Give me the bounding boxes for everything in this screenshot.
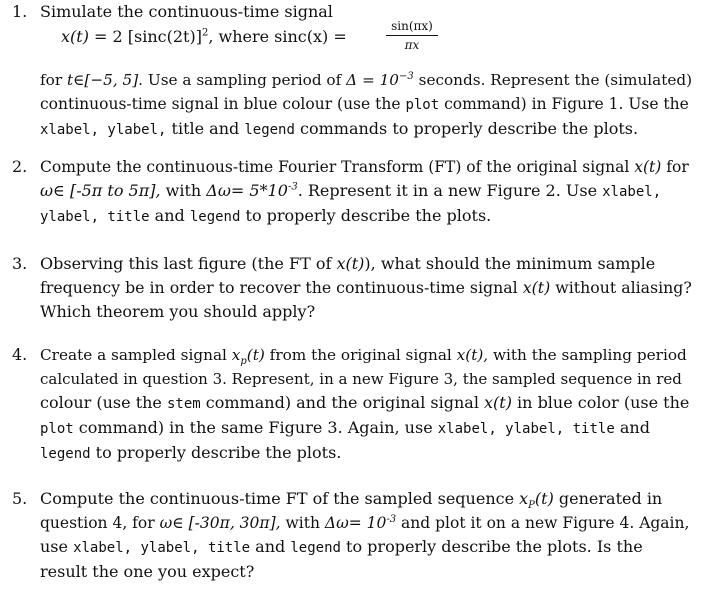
question-2-line-2 bbox=[40, 179, 692, 204]
text-fragment: question 4, for bbox=[40, 514, 160, 532]
question-5-line-4: result the one you expect? bbox=[40, 562, 255, 581]
question-3-line-2 bbox=[40, 276, 692, 300]
text-fragment: x(t) bbox=[484, 393, 512, 412]
question-2 bbox=[12, 155, 692, 230]
question-4-line-3 bbox=[40, 391, 692, 416]
question-1-line-2 bbox=[40, 92, 692, 117]
text-fragment: to properly describe the plots. bbox=[240, 206, 492, 225]
text-fragment: Δω= 10 bbox=[324, 514, 387, 532]
text-fragment: xlabel, ylabel, bbox=[40, 122, 167, 138]
text-fragment: -3 bbox=[287, 181, 298, 193]
text-fragment: ), what should the minimum sample bbox=[364, 254, 656, 273]
text-fragment: p bbox=[240, 356, 247, 368]
text-fragment: continuous-time signal in blue colour (use the bbox=[40, 95, 406, 113]
question-4-line-5 bbox=[40, 441, 692, 466]
text-fragment: to properly describe the plots. bbox=[90, 443, 342, 462]
text-fragment: x(t), bbox=[456, 346, 489, 364]
question-5-number: 5. bbox=[12, 489, 28, 508]
question-3 bbox=[12, 252, 692, 327]
text-fragment: with bbox=[280, 514, 325, 532]
text-fragment: and bbox=[250, 537, 291, 556]
text-fragment: Create a sampled signal bbox=[40, 346, 232, 364]
text-fragment: Observing this last figure (the FT of bbox=[40, 254, 337, 273]
text-fragment: command) in the same Figure 3. Again, use bbox=[73, 418, 438, 437]
sinc-fraction: $\frac{\sin(\pi x)}{\pi x}$ bbox=[386, 19, 438, 52]
text-fragment: command) and the original signal bbox=[200, 393, 485, 412]
text-fragment: legend bbox=[290, 540, 341, 556]
text-fragment: x(t) bbox=[336, 254, 365, 273]
text-fragment: xlabel, bbox=[602, 184, 662, 200]
text-fragment: legend bbox=[40, 446, 91, 462]
text-fragment: seconds. Represent the (simulated) bbox=[413, 71, 693, 89]
text-fragment: x bbox=[231, 346, 241, 364]
text-fragment: t∈[−5, 5]. bbox=[66, 71, 144, 89]
text-fragment: without aliasing? bbox=[550, 278, 692, 297]
text-fragment: Use a sampling period of bbox=[143, 71, 347, 89]
text-fragment: plot bbox=[405, 97, 440, 113]
text-fragment: legend bbox=[244, 122, 295, 138]
text-fragment: (t) bbox=[246, 346, 265, 364]
question-5-line-3 bbox=[40, 535, 692, 560]
question-4-number: 4. bbox=[12, 345, 28, 364]
text-fragment: with the sampling period bbox=[488, 346, 687, 364]
text-fragment: legend bbox=[189, 209, 241, 225]
question-2-line-3 bbox=[40, 204, 692, 229]
text-fragment: ω∈ [-5π to 5π], bbox=[40, 181, 161, 200]
text-fragment: and bbox=[149, 206, 190, 225]
question-4-line-4 bbox=[40, 416, 692, 441]
question-3-line-3: Which theorem you should apply? bbox=[40, 302, 316, 321]
text-fragment: generated in bbox=[553, 489, 663, 508]
text-fragment: colour (use the bbox=[40, 393, 167, 412]
question-1-line-3 bbox=[40, 117, 692, 142]
signal-formula: x(t) = 2 $[\sin c(2t)]^2$, where sinc(x) = $\frac{\sin(\pi x)}{\pi x}$ bbox=[61, 27, 347, 61]
question-4-line-2: calculated in question 3. Represent, in a new Figure 3, the sampled sequence in red bbox=[40, 370, 682, 388]
text-fragment: Compute the continuous-time FT of the sampled sequence bbox=[40, 489, 520, 508]
text-fragment: ylabel, title bbox=[40, 209, 150, 225]
question-5-line-1 bbox=[40, 487, 692, 511]
text-fragment: for bbox=[40, 71, 67, 89]
text-fragment: (t) bbox=[534, 489, 554, 508]
question-2-line-1 bbox=[40, 155, 692, 179]
text-fragment: x bbox=[519, 489, 529, 508]
text-fragment: and bbox=[614, 418, 650, 437]
text-fragment: -3 bbox=[386, 513, 397, 525]
question-5-line-2 bbox=[40, 511, 692, 535]
question-1-number: 1. bbox=[12, 2, 28, 21]
text-fragment: ω∈ [-30π, 30π], bbox=[159, 514, 281, 532]
question-2-number: 2. bbox=[12, 157, 28, 176]
text-fragment: title and bbox=[166, 119, 245, 138]
text-fragment: to properly describe the plots. Is the bbox=[340, 537, 643, 556]
text-fragment: xlabel, ylabel, title bbox=[73, 540, 251, 556]
text-fragment: and plot it on a new Figure 4. Again, bbox=[396, 514, 690, 532]
question-1-line-1 bbox=[40, 68, 692, 92]
text-fragment: plot bbox=[40, 421, 74, 437]
text-fragment: Compute the continuous-time Fourier Transform (FT) of the original signal bbox=[40, 158, 635, 176]
question-3-number: 3. bbox=[12, 254, 28, 273]
question-5 bbox=[12, 487, 692, 587]
text-fragment: in blue color (use the bbox=[511, 393, 690, 412]
text-fragment: xlabel, ylabel, title bbox=[437, 421, 615, 437]
question-4 bbox=[12, 343, 692, 463]
text-fragment: Δ = 10 bbox=[346, 71, 400, 89]
text-fragment: Δω= 5*10 bbox=[206, 181, 288, 200]
text-fragment: . Represent it in a new Figure 2. Use bbox=[297, 181, 603, 200]
text-fragment: with bbox=[160, 181, 207, 200]
question-1-title: Simulate the continuous-time signal bbox=[40, 2, 333, 21]
question-1 bbox=[12, 0, 692, 145]
question-3-line-1 bbox=[40, 252, 692, 276]
text-fragment: commands to properly describe the plots. bbox=[294, 119, 639, 138]
text-fragment: P bbox=[528, 500, 535, 512]
text-fragment: frequency be in order to recover the continuous-time signal bbox=[40, 278, 523, 297]
text-fragment: x(t) bbox=[522, 278, 551, 297]
text-fragment: command) in Figure 1. Use the bbox=[439, 95, 689, 113]
text-fragment: −3 bbox=[399, 70, 414, 82]
text-fragment: from the original signal bbox=[264, 346, 457, 364]
text-fragment: use bbox=[40, 537, 74, 556]
text-fragment: x(t) bbox=[634, 158, 662, 176]
text-fragment: stem bbox=[166, 396, 201, 412]
question-4-line-1 bbox=[40, 343, 692, 367]
text-fragment: for bbox=[661, 158, 689, 176]
